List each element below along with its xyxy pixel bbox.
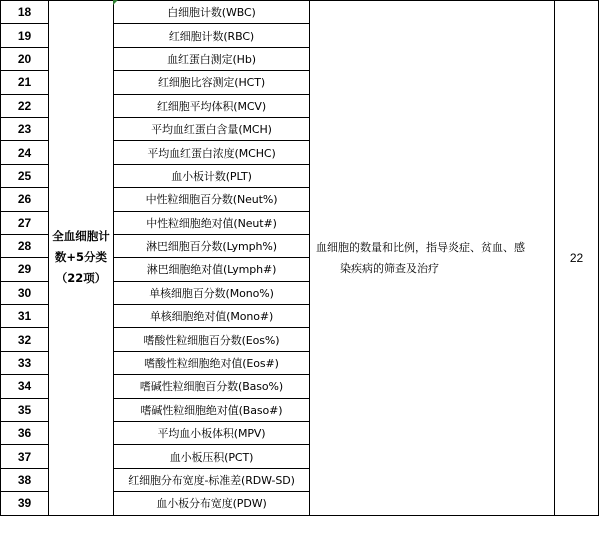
test-group-name	[49, 1, 114, 516]
test-item-name: 红细胞平均体积(MCV)	[114, 94, 310, 117]
clinical-purpose-line: 血细胞的数量和比例，指导炎症、贫血、感	[316, 240, 525, 254]
row-number: 26	[1, 188, 49, 211]
row-number: 29	[1, 258, 49, 281]
row-number: 39	[1, 492, 49, 515]
row-number: 33	[1, 351, 49, 374]
test-item-name: 单核细胞百分数(Mono%)	[114, 281, 310, 304]
test-item-name: 淋巴细胞百分数(Lymph%)	[114, 234, 310, 257]
test-item-name: 嗜碱性粒细胞百分数(Baso%)	[114, 375, 310, 398]
test-item-name: 平均血红蛋白含量(MCH)	[114, 117, 310, 140]
row-number: 22	[1, 94, 49, 117]
row-number: 30	[1, 281, 49, 304]
row-number: 19	[1, 24, 49, 47]
test-item-name: 平均血小板体积(MPV)	[114, 422, 310, 445]
test-group-name-line: 全血细胞计	[52, 229, 110, 244]
row-number: 20	[1, 47, 49, 70]
test-item-name: 中性粒细胞百分数(Neut%)	[114, 188, 310, 211]
test-item-name: 嗜碱性粒细胞绝对值(Baso#)	[114, 398, 310, 421]
test-item-name: 平均血红蛋白浓度(MCHC)	[114, 141, 310, 164]
row-number: 28	[1, 234, 49, 257]
row-number: 23	[1, 117, 49, 140]
test-group-name-line: （22项）	[55, 271, 107, 286]
test-item-name: 血小板分布宽度(PDW)	[114, 492, 310, 515]
row-number: 27	[1, 211, 49, 234]
row-number: 25	[1, 164, 49, 187]
test-item-name: 嗜酸性粒细胞百分数(Eos%)	[114, 328, 310, 351]
item-count: 22	[555, 1, 599, 516]
row-number: 37	[1, 445, 49, 468]
test-item-name: 嗜酸性粒细胞绝对值(Eos#)	[114, 351, 310, 374]
test-item-name: 中性粒细胞绝对值(Neut#)	[114, 211, 310, 234]
test-item-name: 淋巴细胞绝对值(Lymph#)	[114, 258, 310, 281]
test-group-name-line: 数+5分类	[54, 250, 108, 265]
row-number: 32	[1, 328, 49, 351]
row-number: 36	[1, 422, 49, 445]
row-number: 18	[1, 1, 49, 24]
test-item-name: 血小板压积(PCT)	[114, 445, 310, 468]
row-number: 38	[1, 468, 49, 491]
cell-selection-marker	[113, 0, 118, 5]
test-item-name: 单核细胞绝对值(Mono#)	[114, 305, 310, 328]
test-item-name: 红细胞计数(RBC)	[114, 24, 310, 47]
table-row	[1, 1, 599, 24]
clinical-purpose	[310, 1, 555, 516]
test-item-name: 血小板计数(PLT)	[114, 164, 310, 187]
row-number: 34	[1, 375, 49, 398]
row-number: 35	[1, 398, 49, 421]
row-number: 21	[1, 71, 49, 94]
table-body	[1, 1, 599, 516]
test-item-name: 红细胞比容测定(HCT)	[114, 71, 310, 94]
row-number: 24	[1, 141, 49, 164]
test-item-name: 白细胞计数(WBC)	[114, 1, 310, 24]
row-number: 31	[1, 305, 49, 328]
clinical-purpose-line: 染疾病的筛查及治疗	[340, 261, 439, 275]
test-item-name: 血红蛋白测定(Hb)	[114, 47, 310, 70]
test-item-name: 红细胞分布宽度-标准差(RDW-SD)	[114, 468, 310, 491]
